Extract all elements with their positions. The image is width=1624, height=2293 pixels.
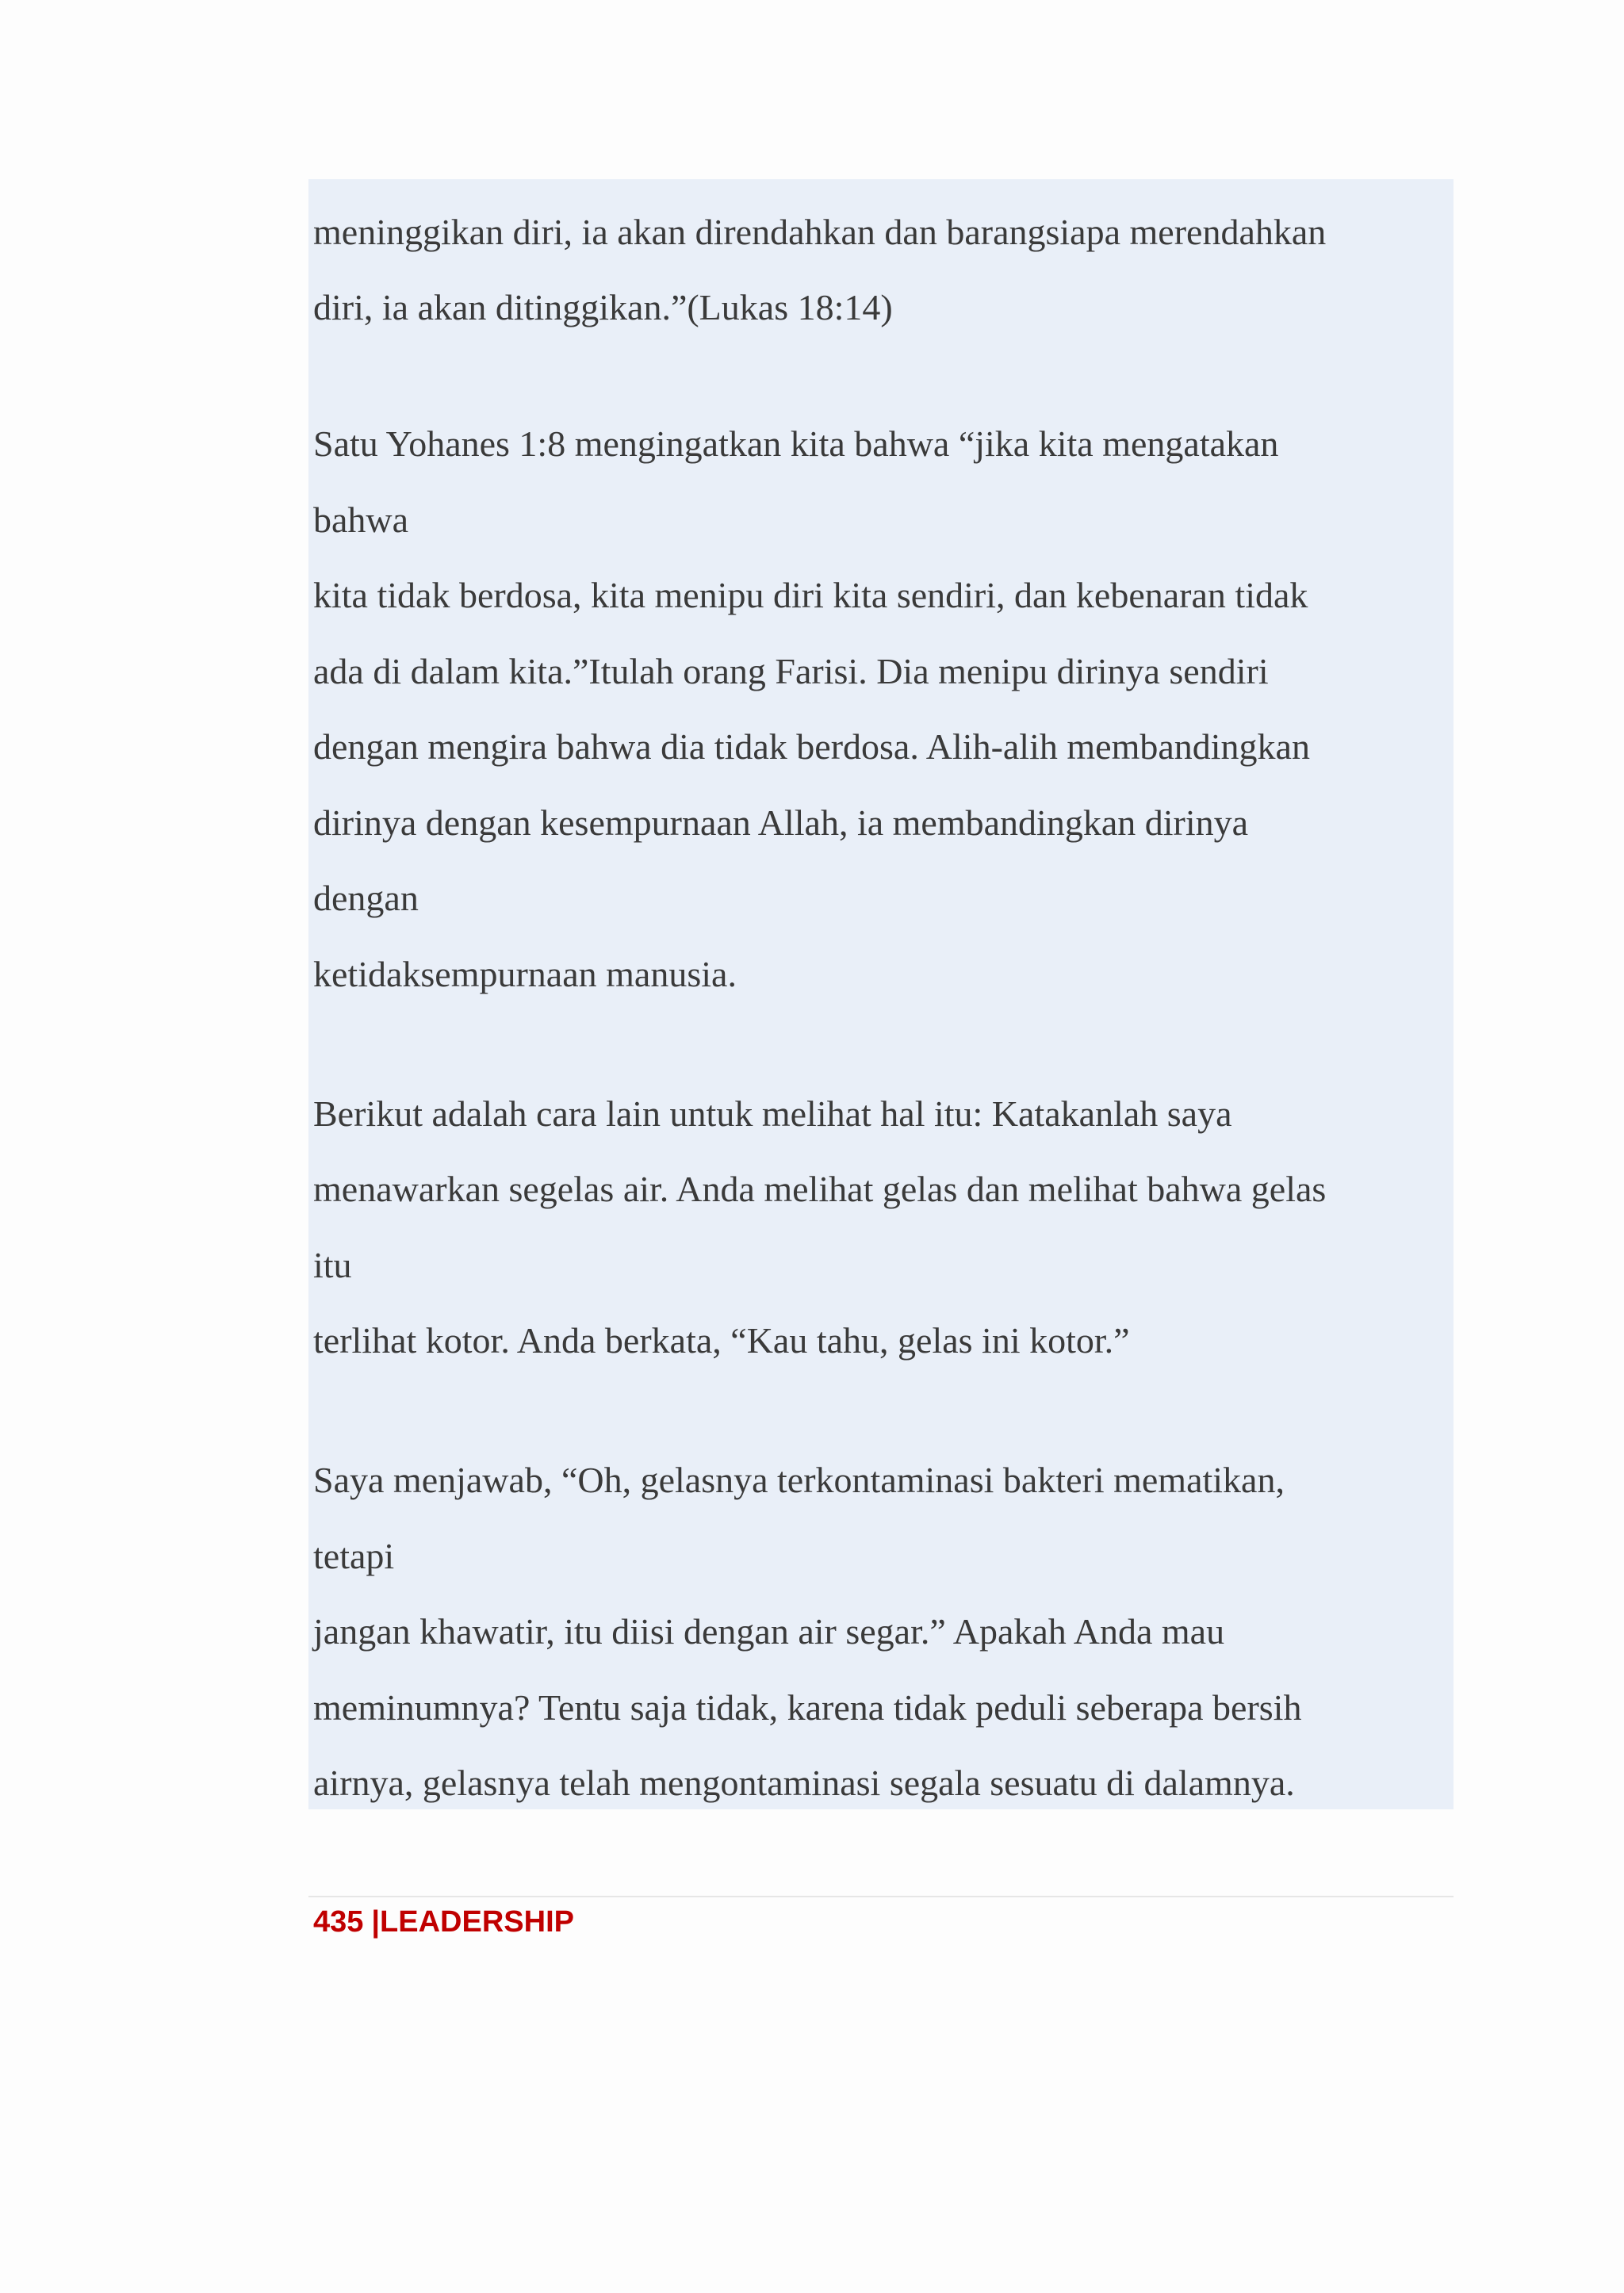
page-footer [313,1905,574,1939]
text-line: diri, ia akan ditinggikan.”(Lukas 18:14) [313,287,893,327]
text-line: kita tidak berdosa, kita menipu diri kita sendiri, dan kebenaran tidak [313,575,1308,615]
text-line: dirinya dengan kesempurnaan Allah, ia membandingkan dirinya [313,802,1249,843]
footer-divider [308,1896,1454,1897]
text-line: dengan mengira bahwa dia tidak berdosa. Alih-alih membandingkan [313,726,1310,767]
text-line: airnya, gelasnya telah mengontaminasi segala sesuatu di dalamnya. [313,1763,1295,1803]
text-line: Berikut adalah cara lain untuk melihat hal itu: Katakanlah saya [313,1093,1232,1134]
text-line: dengan [313,878,419,918]
text-line: jangan khawatir, itu diisi dengan air segar.” Apakah Anda mau [313,1611,1225,1652]
text-line: ada di dalam kita.”Itulah orang Farisi. Dia menipu dirinya sendiri [313,651,1269,691]
text-line: menawarkan segelas air. Anda melihat gelas dan melihat bahwa gelas [313,1169,1327,1209]
text-line: meminumnya? Tentu saja tidak, karena tidak peduli seberapa bersih [313,1687,1302,1728]
footer-separator: | [371,1905,381,1939]
text-line: Saya menjawab, “Oh, gelasnya terkontaminasi bakteri mematikan, [313,1460,1285,1500]
section-title: LEADERSHIP [380,1905,574,1939]
text-line: Satu Yohanes 1:8 mengingatkan kita bahwa “jika kita mengatakan [313,423,1279,464]
text-line: ketidaksempurnaan manusia. [313,954,737,994]
text-line: tetapi [313,1536,395,1576]
text-line: bahwa [313,500,409,540]
text-line: itu [313,1245,352,1285]
text-line: terlihat kotor. Anda berkata, “Kau tahu, gelas ini kotor.” [313,1320,1130,1361]
page-number: 435 [313,1905,364,1939]
text-line: meninggikan diri, ia akan direndahkan dan barangsiapa merendahkan [313,212,1327,252]
